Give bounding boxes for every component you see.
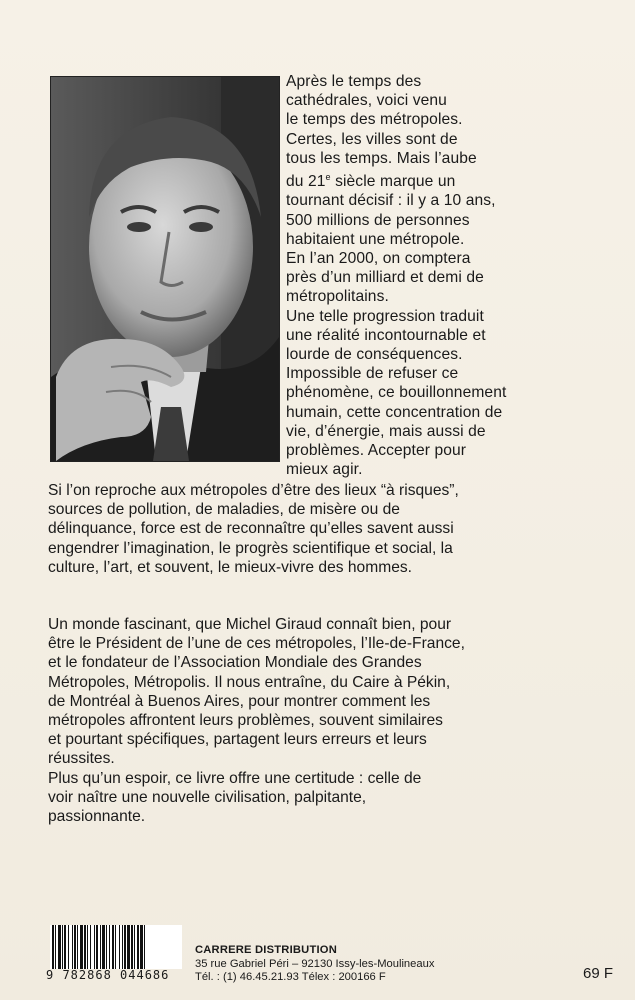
text-segment: siècle marque un — [330, 173, 456, 191]
text-line: humain, cette concentration de — [286, 403, 503, 421]
text-line: et le fondateur de l’Association Mondiale des Grandes — [48, 654, 422, 672]
text-line: lourde de conséquences. — [286, 346, 463, 364]
text-segment: du 21 — [286, 173, 326, 191]
text-line: une réalité incontournable et — [286, 326, 486, 344]
text-line: tous les temps. Mais l’aube — [286, 149, 477, 167]
text-line: phénomène, ce bouillonnement — [286, 384, 507, 402]
barcode-icon — [50, 925, 182, 969]
text-line: Une telle progression traduit — [286, 307, 484, 325]
distributor-block — [195, 944, 434, 985]
text-line: être le Président de l’une de ces métropoles, l’Ile-de-France, — [48, 635, 465, 653]
text-line: En l’an 2000, on comptera — [286, 250, 471, 268]
text-line: cathédrales, voici venu — [286, 92, 447, 110]
barcode — [50, 925, 182, 969]
text-line: le temps des métropoles. — [286, 111, 463, 129]
price: 69 F — [583, 965, 614, 982]
text-line: métropoles affrontent leurs problèmes, souvent similaires — [48, 712, 443, 730]
distributor-name: CARRERE DISTRIBUTION — [195, 944, 337, 956]
text-line: près d’un milliard et demi de — [286, 269, 484, 287]
text-line — [286, 168, 586, 191]
text-line: Métropoles, Métropolis. Il nous entraîne, du Caire à Pékin, — [48, 673, 451, 691]
portrait-icon — [51, 77, 279, 461]
text-line: Certes, les villes sont de — [286, 130, 458, 148]
text-line: sources de pollution, de maladies, de misère ou de — [48, 501, 400, 519]
text-line: problèmes. Accepter pour — [286, 442, 467, 460]
intro-paragraph — [286, 72, 586, 479]
text-line: engendrer l’imagination, le progrès scientifique et social, la — [48, 539, 453, 557]
isbn-digits: 9 782868 044686 — [46, 968, 170, 982]
risk-paragraph — [48, 481, 593, 577]
author-portrait-photo — [50, 76, 280, 462]
text-line: voir naître une nouvelle civilisation, palpitante, — [48, 788, 367, 806]
superscript: e — [325, 172, 331, 183]
text-line: Si l’on reproche aux métropoles d’être des lieux “à risques”, — [48, 482, 459, 499]
text-line: délinquance, force est de reconnaître qu’elles savent aussi — [48, 520, 454, 538]
text-line: métropolitains. — [286, 288, 389, 306]
text-line: culture, l’art, et souvent, le mieux-vivre des hommes. — [48, 558, 412, 576]
text-line: Plus qu’un espoir, ce livre offre une certitude : celle de — [48, 769, 422, 787]
text-line: réussites. — [48, 750, 115, 768]
text-line: Impossible de refuser ce — [286, 365, 459, 383]
text-line: Un monde fascinant, que Michel Giraud connaît bien, pour — [48, 616, 452, 633]
text-line: de Montréal à Buenos Aires, pour montrer comment les — [48, 692, 431, 710]
distributor-phone: Tél. : (1) 46.45.21.93 Télex : 200166 F — [195, 971, 386, 984]
world-paragraph — [48, 615, 593, 826]
text-line: et pourtant spécifiques, partagent leurs erreurs et leurs — [48, 731, 427, 749]
text-line: mieux agir. — [286, 461, 363, 479]
distributor-address: 35 rue Gabriel Péri – 92130 Issy-les-Moulineaux — [195, 957, 435, 970]
text-line: 500 millions de personnes — [286, 211, 470, 229]
text-line: habitaient une métropole. — [286, 230, 465, 248]
text-line: Après le temps des — [286, 73, 422, 90]
text-line: vie, d’énergie, mais aussi de — [286, 422, 486, 440]
text-line: tournant décisif : il y a 10 ans, — [286, 192, 496, 210]
text-line: passionnante. — [48, 808, 146, 826]
